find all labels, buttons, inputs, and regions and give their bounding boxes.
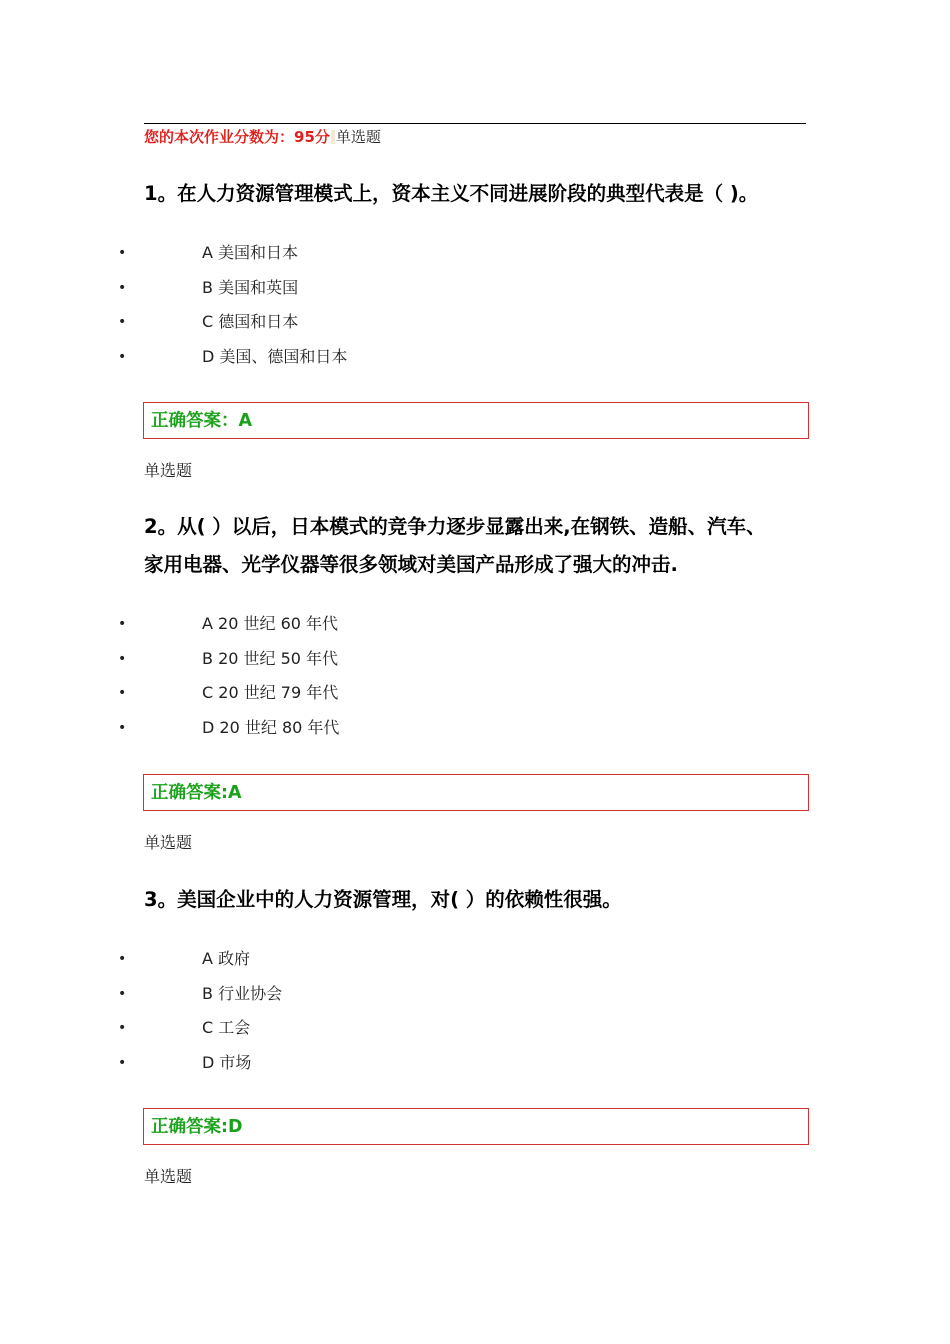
option-label: A 政府: [202, 949, 251, 968]
option-label: C 20 世纪 79 年代: [202, 683, 339, 703]
question-title-line: 1。在人力资源管理模式上，资本主义不同进展阶段的典型代表是（ )。: [144, 182, 759, 205]
bullet-icon: •: [118, 951, 127, 967]
highlight-mark: [331, 130, 335, 144]
bullet-icon: •: [118, 650, 127, 667]
option-label: D 20 世纪 80 年代: [202, 718, 340, 738]
question-type-label: 单选题: [144, 1167, 193, 1186]
bullet-icon: •: [118, 616, 127, 632]
question-title-line: 家用电器、光学仪器等很多领域对美国产品形成了强大的冲击.: [144, 553, 678, 576]
option-label: B 行业协会: [202, 983, 283, 1003]
question-2-title: [144, 508, 824, 584]
top-divider: [144, 123, 806, 124]
option-label: A 20 世纪 60 年代: [202, 614, 339, 633]
score-line: [144, 127, 381, 147]
bullet-icon: •: [118, 1020, 127, 1037]
correct-answer-text: 正确答案:A: [151, 783, 242, 803]
option-label: C 德国和日本: [202, 312, 299, 332]
correct-answer-text: 正确答案：A: [151, 411, 253, 431]
question-title-line: 3。美国企业中的人力资源管理，对( ）的依赖性很强。: [144, 888, 622, 911]
correct-answer-box: [143, 774, 809, 811]
bullet-icon: •: [118, 279, 127, 296]
question-type-label: 单选题: [144, 461, 193, 480]
bullet-icon: •: [118, 314, 127, 331]
score-label: 您的本次作业分数为：95分: [144, 128, 330, 146]
question-1-title: [144, 175, 824, 213]
option-label: B 美国和英国: [202, 277, 299, 297]
correct-answer-text: 正确答案:D: [151, 1117, 243, 1137]
option-label: A 美国和日本: [202, 243, 299, 262]
bullet-icon: •: [118, 720, 127, 737]
correct-answer-box: [143, 1108, 809, 1145]
bullet-icon: •: [118, 685, 127, 702]
question-title-line: 2。从( ）以后，日本模式的竞争力逐步显露出来,在钢铁、造船、汽车、: [144, 515, 766, 538]
question-3-title: [144, 881, 824, 919]
option-label: B 20 世纪 50 年代: [202, 648, 339, 668]
option-label: D 市场: [202, 1053, 252, 1073]
bullet-icon: •: [118, 1055, 127, 1072]
bullet-icon: •: [118, 245, 127, 261]
option-label: D 美国、德国和日本: [202, 347, 348, 367]
option-label: C 工会: [202, 1018, 251, 1038]
question-type-label: 单选题: [144, 833, 193, 852]
bullet-icon: •: [118, 985, 127, 1002]
question-type-label: 单选题: [335, 128, 381, 146]
bullet-icon: •: [118, 349, 127, 366]
correct-answer-box: [143, 402, 809, 439]
